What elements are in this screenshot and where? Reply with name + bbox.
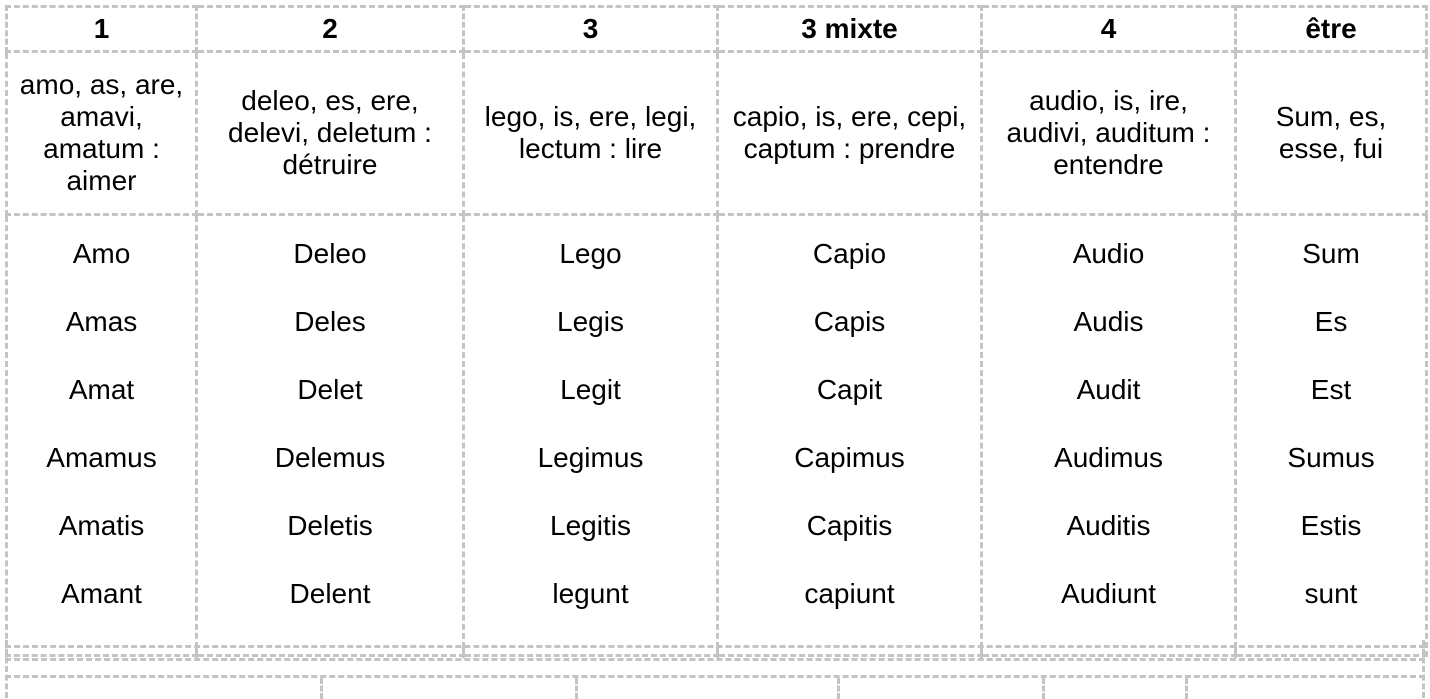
form-3sg: Legit (560, 374, 621, 405)
lemma-cell-1: amo, as, are, amavi, amatum : aimer (7, 52, 197, 215)
form-2sg: Es (1314, 306, 1348, 337)
forms-row (7, 215, 1427, 656)
table-left-edge (5, 640, 8, 698)
form-3pl: legunt (552, 578, 629, 609)
form-1pl: Sumus (1287, 442, 1375, 473)
form-2pl: Auditis (1066, 510, 1151, 541)
form-1sg: Deleo (293, 238, 367, 269)
form-2sg: Audis (1073, 306, 1144, 337)
header-cell-3-mixte: 3 mixte (718, 7, 982, 52)
blank-row-divider (980, 648, 983, 658)
form-1sg: Capio (812, 238, 887, 269)
form-3pl: sunt (1304, 578, 1358, 609)
forms-cell-etre (1236, 215, 1427, 656)
form-2pl: Estis (1300, 510, 1362, 541)
lemma-cell-2: deleo, es, ere, delevi, deletum : détruire (197, 52, 464, 215)
lemma-cell-3: lego, is, ere, legi, lectum : lire (464, 52, 718, 215)
blank-row-divider (462, 648, 465, 658)
header-cell-4: 4 (982, 7, 1236, 52)
form-1pl: Delemus (274, 442, 386, 473)
header-cell-3: 3 (464, 7, 718, 52)
conjugation-table (5, 5, 1428, 657)
header-cell-1: 1 (7, 7, 197, 52)
form-2sg: Capis (813, 306, 886, 337)
form-1sg: Lego (559, 238, 622, 269)
forms-cell-2 (197, 215, 464, 656)
lemma-row (7, 52, 1427, 215)
lemma-cell-4: audio, is, ire, audivi, auditum : entendre (982, 52, 1236, 215)
form-3pl: Audiunt (1061, 578, 1156, 609)
blank-row-divider (1185, 678, 1188, 699)
form-3pl: Delent (289, 578, 371, 609)
blank-row-divider (320, 678, 323, 699)
form-2pl: Amatis (58, 510, 145, 541)
header-cell-2: 2 (197, 7, 464, 52)
form-1sg: Sum (1302, 238, 1360, 269)
blank-row-divider (1234, 648, 1237, 658)
blank-row-divider (716, 648, 719, 658)
forms-cell-3 (464, 215, 718, 656)
form-1pl: Amamus (46, 442, 157, 473)
forms-cell-3-mixte (718, 215, 982, 656)
form-3sg: Delet (297, 374, 363, 405)
form-3sg: Audit (1076, 374, 1141, 405)
blank-row-divider (575, 678, 578, 699)
form-3sg: Capit (816, 374, 883, 405)
blank-row-1 (5, 645, 1425, 661)
table-right-edge (1422, 640, 1425, 698)
lemma-cell-3-mixte: capio, is, ere, cepi, captum : prendre (718, 52, 982, 215)
form-1sg: Audio (1072, 238, 1145, 269)
form-2sg: Deles (294, 306, 366, 337)
form-3sg: Est (1310, 374, 1352, 405)
form-1sg: Amo (72, 238, 131, 269)
forms-cell-4 (982, 215, 1236, 656)
form-3pl: Amant (61, 578, 142, 609)
form-2pl: Capitis (806, 510, 893, 541)
form-2pl: Legitis (550, 510, 631, 541)
form-2sg: Legis (557, 306, 624, 337)
blank-row-divider (1042, 678, 1045, 699)
form-1pl: Legimus (537, 442, 644, 473)
form-3sg: Amat (68, 374, 135, 405)
blank-row-divider (195, 648, 198, 658)
form-2pl: Deletis (287, 510, 373, 541)
forms-cell-1 (7, 215, 197, 656)
blank-row-divider (837, 678, 840, 699)
header-cell-etre: être (1236, 7, 1427, 52)
blank-row-2 (5, 675, 1425, 699)
form-1pl: Capimus (794, 442, 905, 473)
form-1pl: Audimus (1054, 442, 1163, 473)
form-2sg: Amas (65, 306, 138, 337)
lemma-cell-etre: Sum, es, esse, fui (1236, 52, 1427, 215)
header-row (7, 7, 1427, 52)
form-3pl: capiunt (804, 578, 895, 609)
